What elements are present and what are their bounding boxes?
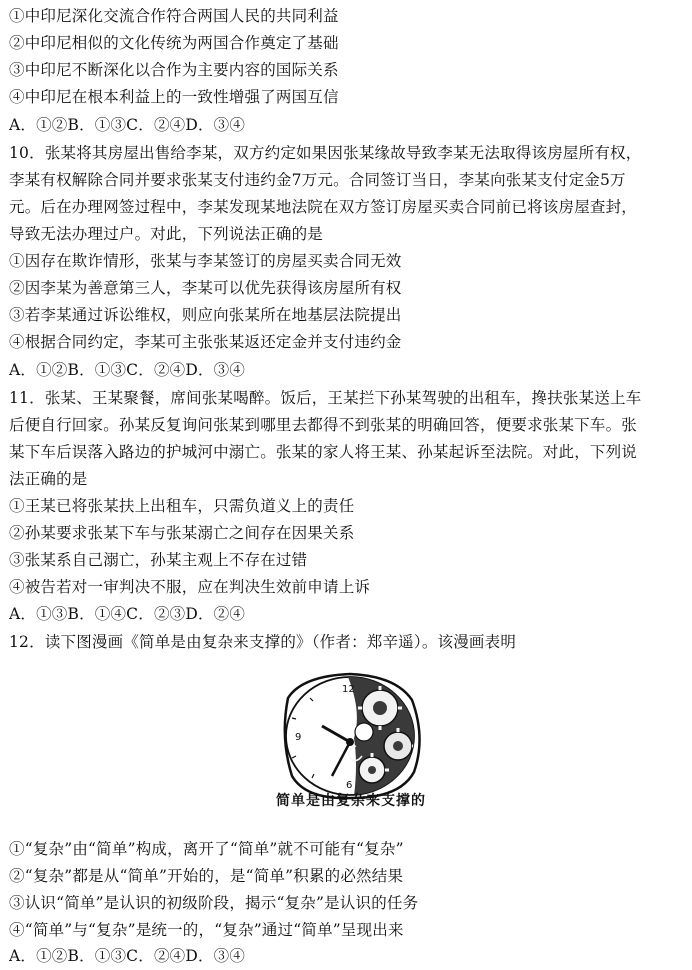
q12-option-3: ③认识“简单”是认识的初级阶段，揭示“复杂”是认识的任务 [9, 894, 419, 912]
q12-option-2: ②“复杂”都是从“简单”开始的，是“简单”积累的必然结果 [9, 867, 404, 885]
clock-number-12: 12 [342, 684, 355, 695]
q12-stem: 12．读下图漫画《简单是由复杂来支撑的》（作者：郑辛遥）。该漫画表明 [9, 633, 517, 651]
q11-option-1: ①王某已将张某扶上出租车，只需负道义上的责任 [9, 497, 355, 515]
q11-stem-line-4: 法正确的是 [9, 470, 88, 488]
q10-option-4: ④根据合同约定，李某可主张张某返还定金并支付违约金 [9, 333, 402, 351]
q10-stem-line-4: 导致无法办理过户。对此，下列说法正确的是 [9, 225, 324, 243]
q9-option-4: ④中印尼在根本利益上的一致性增强了两国互信 [9, 88, 339, 106]
q11-option-4: ④被告若对一审判决不服，应在判决生效前申请上诉 [9, 578, 371, 596]
q10-stem-line-2: 李某有权解除合同并要求张某支付违约金7万元。合同签订当日，李某向张某支付定金5万 [9, 171, 626, 189]
q10-option-2: ②因李某为善意第三人，李某可以优先获得该房屋所有权 [9, 279, 402, 297]
q10-stem-line-3: 元。后在办理网签过程中，李某发现某地法院在双方签订房屋买卖合同前已将该房屋查封， [9, 198, 638, 216]
q9-option-2: ②中印尼相似的文化传统为两国合作奠定了基础 [9, 34, 339, 52]
q11-stem-line-1: 11．张某、王某聚餐，席间张某喝醉。饭后，王某拦下孙某驾驶的出租车，搀扶张某送上车 [9, 389, 642, 407]
q10-stem-line-1: 10．张某将其房屋出售给李某，双方约定如果因张某缘故导致李某无法取得该房屋所有权， [9, 144, 642, 162]
q11-stem-line-2: 后便自行回家。孙某反复询问张某到哪里去都得不到张某的明确回答，便要求张某下车。张 [9, 416, 638, 434]
q10-answer-choices: A．①②B．①③C．②④D．③④ [9, 361, 246, 379]
q10-option-1: ①因存在欺诈情形，张某与李某签订的房屋买卖合同无效 [9, 252, 402, 270]
clock-number-6: 6 [346, 780, 353, 791]
q10-option-3: ③若李某通过诉讼维权，则应向张某所在地基层法院提出 [9, 306, 402, 324]
q11-answer-choices: A．①③B．①④C．②③D．②④ [9, 605, 246, 623]
q9-answer-choices: A．①②B．①③C．②④D．③④ [9, 116, 246, 134]
cartoon-caption: 简单是由复杂来支撑的 [276, 793, 426, 809]
q9-option-3: ③中印尼不断深化以合作为主要内容的国际关系 [9, 61, 339, 79]
q11-option-3: ③张某系自己溺亡，孙某主观上不存在过错 [9, 551, 308, 569]
q11-option-2: ②孙某要求张某下车与张某溺亡之间存在因果关系 [9, 524, 355, 542]
q9-option-1: ①中印尼深化交流合作符合两国人民的共同利益 [9, 7, 339, 25]
q11-stem-line-3: 某下车后误落入路边的护城河中溺亡。张某的家人将王某、孙某起诉至法院。对此，下列说 [9, 443, 638, 461]
clock-number-9: 9 [295, 732, 302, 743]
q12-option-1: ①“复杂”由“简单”构成，离开了“简单”就不可能有“复杂” [9, 840, 404, 858]
q12-option-4: ④“简单”与“复杂”是统一的，“复杂”通过“简单”呈现出来 [9, 921, 404, 939]
q12-answer-choices: A．①②B．①③C．②④D．③④ [9, 947, 246, 965]
